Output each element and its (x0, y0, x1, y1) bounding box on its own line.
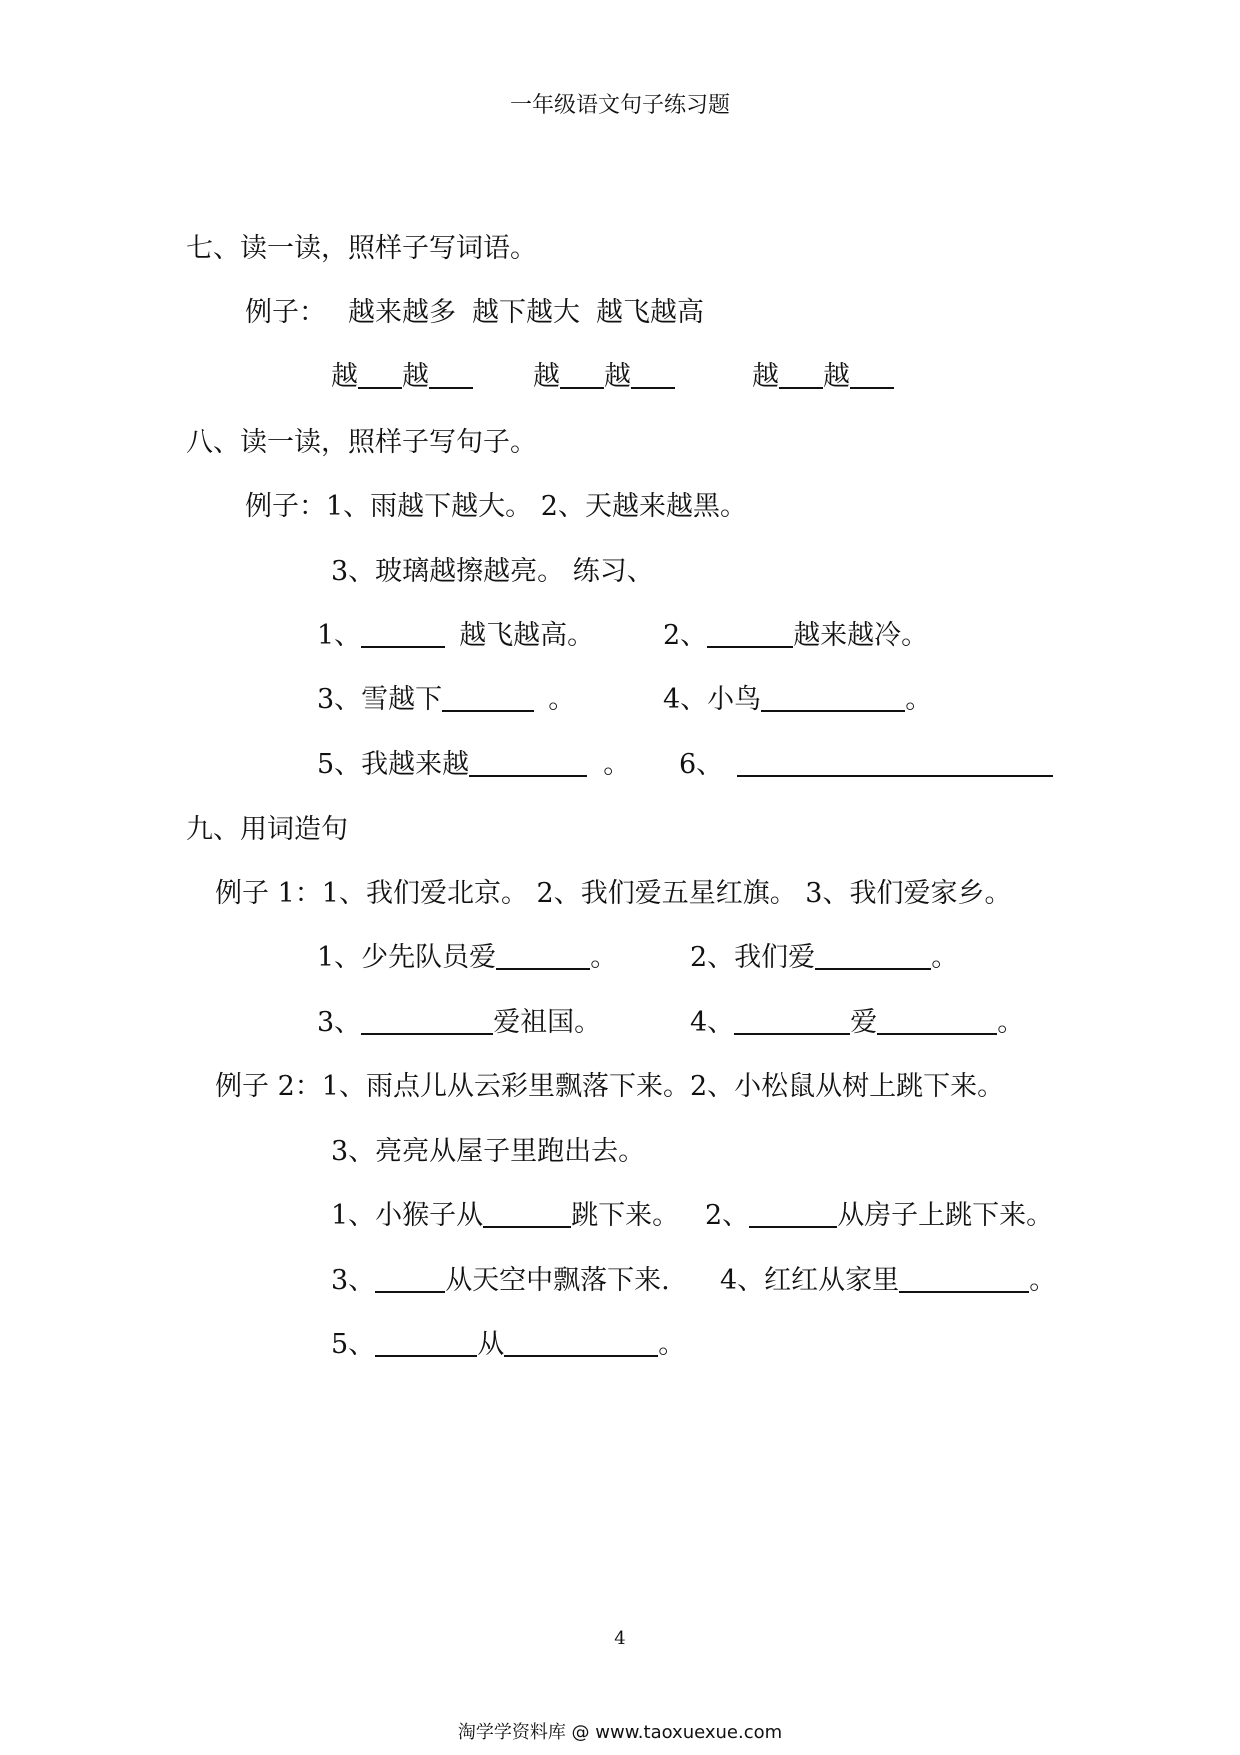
fill-blank[interactable] (429, 361, 473, 389)
page-header-title: 一年级语文句子练习题 (509, 93, 730, 118)
section-8-heading: 八、读一读，照样子写句子。 (186, 427, 537, 458)
exercise-item: 2、 越来越冷。 (663, 620, 929, 651)
page-number: 4 (614, 1628, 626, 1649)
section-8-example-cont: 3、玻璃越擦越亮。 练习、 (331, 556, 654, 587)
fill-blank[interactable] (779, 361, 823, 389)
word-blank-group: 越 越 (533, 360, 675, 394)
exercise-item: 4、 爱 。 (690, 1007, 1025, 1038)
fill-blank[interactable] (504, 1329, 658, 1357)
fill-blank[interactable] (361, 620, 445, 648)
exercise-item: 1、 越飞越高。 (317, 620, 595, 651)
fill-blank[interactable] (877, 1007, 997, 1035)
fill-blank[interactable] (631, 361, 675, 389)
fill-blank[interactable] (361, 1007, 493, 1035)
fill-blank[interactable] (734, 1007, 850, 1035)
fill-blank[interactable] (560, 361, 604, 389)
exercise-item: 1、小猴子从 跳下来。 (331, 1200, 680, 1231)
exercise-item: 1、少先队员爱 。 (317, 942, 618, 973)
section-8-example: 例子：1、雨越下越大。 2、天越来越黑。 (245, 491, 747, 522)
exercise-item: 4、小鸟 。 (663, 684, 933, 715)
exercise-item: 5、我越来越 。 (317, 749, 631, 780)
exercise-item: 5、 从 。 (331, 1329, 686, 1360)
section-7-heading: 七、读一读，照样子写词语。 (186, 233, 537, 264)
example-word: 越来越多 (348, 297, 456, 328)
word-blank-group: 越 越 (331, 360, 473, 394)
section-9-example-2: 例子 2：1、雨点儿从云彩里飘落下来。2、小松鼠从树上跳下来。 (215, 1071, 1005, 1102)
exercise-item: 3、 从天空中飘落下来. (331, 1265, 670, 1296)
fill-blank[interactable] (850, 361, 894, 389)
fill-blank[interactable] (737, 749, 1053, 777)
fill-blank[interactable] (358, 361, 402, 389)
exercise-item: 4、红红从家里 。 (720, 1265, 1057, 1296)
exercise-item: 3、雪越下 。 (317, 684, 576, 715)
fill-blank[interactable] (375, 1329, 477, 1357)
fill-blank[interactable] (442, 684, 534, 712)
fill-blank[interactable] (375, 1265, 445, 1293)
fill-blank[interactable] (761, 684, 905, 712)
exercise-item: 2、 从房子上跳下来。 (705, 1200, 1054, 1231)
fill-blank[interactable] (469, 749, 587, 777)
word-blank-group: 越 越 (752, 360, 894, 394)
fill-blank[interactable] (707, 620, 793, 648)
example-word: 越下越大 (472, 297, 580, 328)
example-label: 例子： (245, 297, 326, 328)
exercise-item: 2、我们爱 。 (690, 942, 959, 973)
section-7-example (245, 296, 704, 330)
fill-blank[interactable] (899, 1265, 1029, 1293)
fill-blank[interactable] (749, 1200, 837, 1228)
fill-blank[interactable] (483, 1200, 571, 1228)
section-9-heading: 九、用词造句 (186, 814, 348, 845)
section-9-example-2-cont: 3、亮亮从屋子里跑出去。 (331, 1136, 646, 1167)
section-9-example-1: 例子 1：1、我们爱北京。 2、我们爱五星红旗。 3、我们爱家乡。 (215, 878, 1012, 909)
footer-watermark: 淘学学资料库 @ www.taoxuexue.com (457, 1722, 783, 1743)
fill-blank[interactable] (815, 942, 931, 970)
fill-blank[interactable] (496, 942, 590, 970)
example-word: 越飞越高 (596, 297, 704, 328)
exercise-item: 6、 (679, 748, 1053, 782)
exercise-item: 3、 爱祖国。 (317, 1007, 602, 1038)
